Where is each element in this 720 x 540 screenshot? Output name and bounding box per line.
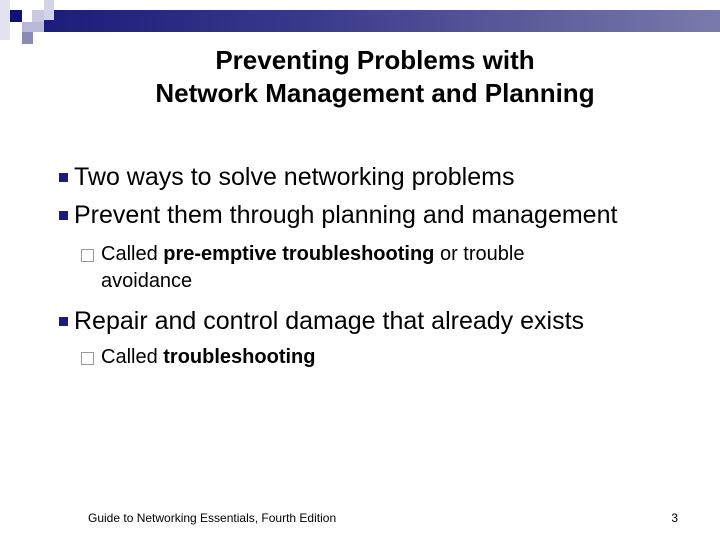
sub-bullet-item: Called troubleshooting: [101, 344, 315, 371]
hollow-square-bullet-icon: [81, 352, 94, 365]
decor-square: [32, 10, 44, 22]
decor-square: [10, 10, 22, 22]
square-bullet-icon: [59, 173, 68, 182]
square-bullet-icon: [59, 211, 68, 220]
page-number: 3: [671, 511, 678, 525]
bullet-item: Two ways to solve networking problems: [74, 163, 514, 192]
decor-square: [0, 0, 10, 40]
header-bar: [44, 10, 720, 32]
slide-title: Preventing Problems with Network Management and Planning: [155, 45, 595, 108]
bullet-item: Repair and control damage that already exists: [74, 307, 584, 336]
decor-square: [44, 0, 54, 20]
sub-bullet-item: Called pre-emptive troubleshooting or trouble avoidance: [101, 241, 524, 295]
decor-square: [22, 32, 33, 44]
square-bullet-icon: [59, 317, 68, 326]
footer-text: Guide to Networking Essentials, Fourth Edition: [88, 511, 337, 525]
hollow-square-bullet-icon: [81, 249, 94, 262]
decor-square: [22, 22, 44, 32]
bullet-item: Prevent them through planning and management: [74, 201, 617, 230]
